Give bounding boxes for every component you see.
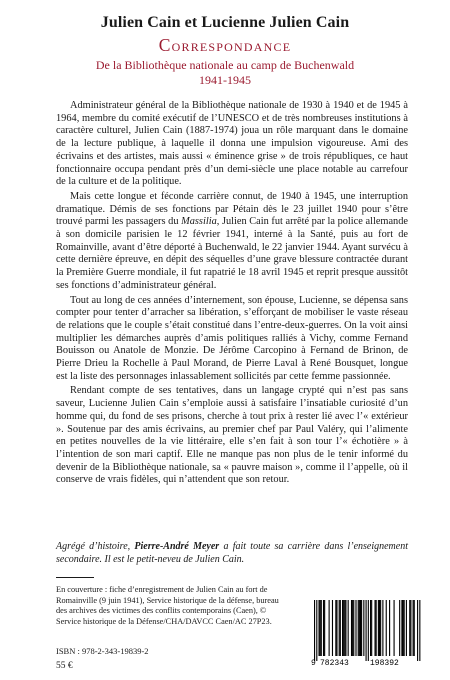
bio-suffix: a fait toute sa carrière dans l’enseignement secondaire. Il est le petit-neveu de Julien Cain. [56, 541, 408, 565]
barcode-left-digits: 782343 [320, 659, 349, 668]
barcode-bar [358, 600, 359, 656]
isbn: ISBN : 978-2-343-19839-2 [56, 646, 149, 656]
subtitle-line: De la Bibliothèque nationale au camp de Buchenwald [95, 58, 355, 72]
barcode-bar [342, 600, 343, 656]
divider [56, 577, 94, 578]
barcode-bar [404, 600, 405, 656]
barcode-bar [401, 600, 402, 656]
barcode-bar [343, 600, 344, 656]
paragraph-4: Rendant compte de ses tentatives, dans un langage crypté qui n’est pas sans saveur, Lucienne Julien Cain s’emploie aussi à satisfaire l’insatiable curiosité d’un homme qui, du fond de ses prisons, cherche à tout prix à rester lié avec l’« extérieur ». Soutenue par des amis écrivains, au premier chef par Paul Valéry, qui l’alimente en petites nouvelles de la vie littéraire, elle s’en fait à son tour l’« échotière » à l’intention de son mari captif. Elle ne manque pas non plus de le tenir informé du devenir de la Bibliothèque nationale, sa « pauvre maison », comme il l’appelle, où il conserve de vrais fidèles, qui n’attendent que son retour. [56, 385, 408, 486]
barcode-bar [345, 600, 346, 656]
barcode-bar [382, 600, 383, 656]
barcode-bar [353, 600, 354, 656]
barcode-bar [409, 600, 410, 656]
bio-name: Pierre-André Meyer [134, 541, 220, 552]
bio-prefix: Agrégé d’histoire, [56, 541, 135, 552]
barcode-bar [359, 600, 360, 656]
barcode-bar [340, 600, 341, 656]
barcode-bar [332, 600, 333, 656]
barcode-bar [323, 600, 324, 656]
barcode-bar [339, 600, 340, 656]
paragraph-1: Administrateur général de la Bibliothèque nationale de 1930 à 1940 et de 1945 à 1964, membre du comité exécutif de l’UNESCO et de très nombreuses institutions à caractère culturel, Julien Cain (1887-1974) joua un rôle marquant dans le domaine de la lecture publique, à laquelle il donna une impulsion vigoureuse. Ami des écrivains et des artistes, mais aussi « éminence grise » de trois républiques, ce haut fonctionnaire occupa pendant près d’un demi-siècle une place notable au carrefour de la culture et de la politique. [56, 100, 408, 188]
barcode-bar [414, 600, 415, 656]
barcode-bar [355, 600, 356, 656]
barcode-bar [336, 600, 337, 656]
cover-credit: En couverture : fiche d’enregistrement de Julien Cain au fort de Romainville (9 juin 1941), Service historique de la défense, bureau des archives des victimes des conflits contemporains (Caen), © Service historique de la Défense/CHA/DAVCC Caen/AC 27P23. [56, 585, 279, 626]
barcode-bar [419, 600, 420, 661]
price: 55 € [56, 661, 73, 671]
subtitle-years: 1941-1945 [199, 73, 251, 87]
back-cover-text [56, 100, 408, 489]
book-title: Correspondance [158, 35, 292, 55]
barcode-bar [378, 600, 379, 656]
barcode-bar [316, 600, 317, 661]
barcode-bar [380, 600, 381, 656]
barcode-bar [410, 600, 411, 656]
barcode-bar [399, 600, 400, 656]
barcode-bar [370, 600, 371, 656]
barcode-first-digit: 9 [311, 659, 316, 668]
barcode-bar [360, 600, 361, 656]
barcode-bar [351, 600, 352, 656]
barcode-bar [402, 600, 403, 656]
barcode-bar [374, 600, 375, 656]
barcode-background [308, 598, 426, 668]
paragraph-2-start: Mais cette longue et féconde carrière connut, de 1940 à 1945, une interruption dramatique. Démis de ses fonctions par Pétain dès le 23 juillet 1940 pour s’être trouvé parmi les passagers du [56, 190, 408, 228]
barcode-bar [318, 600, 319, 656]
barcode-bar [371, 600, 372, 656]
authors: Julien Cain et Lucienne Julien Cain [100, 14, 350, 31]
barcode-bar [329, 600, 330, 656]
barcode-bar [366, 600, 367, 661]
barcode-right-digits: 198392 [370, 659, 399, 668]
barcode-bar [335, 600, 336, 656]
barcode-bar [321, 600, 322, 656]
barcode-bar [368, 600, 369, 661]
paragraph-2-end: , Julien Cain fut arrêté par la police allemande à son domicile parisien le 12 février 1941, interné à la Santé, puis au fort de Romainville, avant d’être déporté à Buchenwald, le 22 janvier 1944. Ayant survécu à cette dernière épreuve, en dépit des séquelles d’une grave blessure contractée durant la Première Guerre mondiale, il fut rapatrié le 18 avril 1945 et reprit presque aussitôt ses fonctions d’administrateur général. [56, 216, 408, 291]
paragraph-3: Tout au long de ces années d’internement, son épouse, Lucienne, se dépensa sans compter pour tenter d’arracher sa libération, s’efforçant de mobiliser le vaste réseau de relations que le couple s’était constitué dans l’entre-deux-guerres. On la voit ainsi multiplier les démarches auprès d’amis politiques ralliés à Vichy, comme Fernand Bouisson ou Anatole de Monzie. De Jérôme Carcopino à Fernand de Brinon, de Pierre Drieu la Rochelle à Paul Morand, de Pierre Laval à René Bousquet, longue est la liste des personnages inlassablement sollicités par cette femme passionnée. [56, 294, 408, 382]
barcode-bar [379, 600, 380, 656]
barcode-bar [361, 600, 362, 656]
paragraph-2 [56, 191, 408, 293]
barcode-bar [386, 600, 387, 656]
barcode-bar [417, 600, 418, 661]
barcode-bar [324, 600, 325, 656]
barcode [308, 598, 426, 668]
barcode-bar [320, 600, 321, 656]
book-subtitle [0, 58, 450, 88]
barcode-bar [363, 600, 364, 656]
barcode-bar [314, 600, 315, 661]
barcode-bar [394, 600, 395, 656]
editor-bio [56, 541, 408, 566]
barcode-bar [352, 600, 353, 656]
barcode-bar [348, 600, 349, 656]
barcode-bar [344, 600, 345, 656]
barcode-bar [406, 600, 407, 656]
barcode-bar [376, 600, 377, 656]
barcode-bar [413, 600, 414, 656]
ship-name: Massilia [181, 216, 217, 228]
barcode-bar [389, 600, 390, 656]
